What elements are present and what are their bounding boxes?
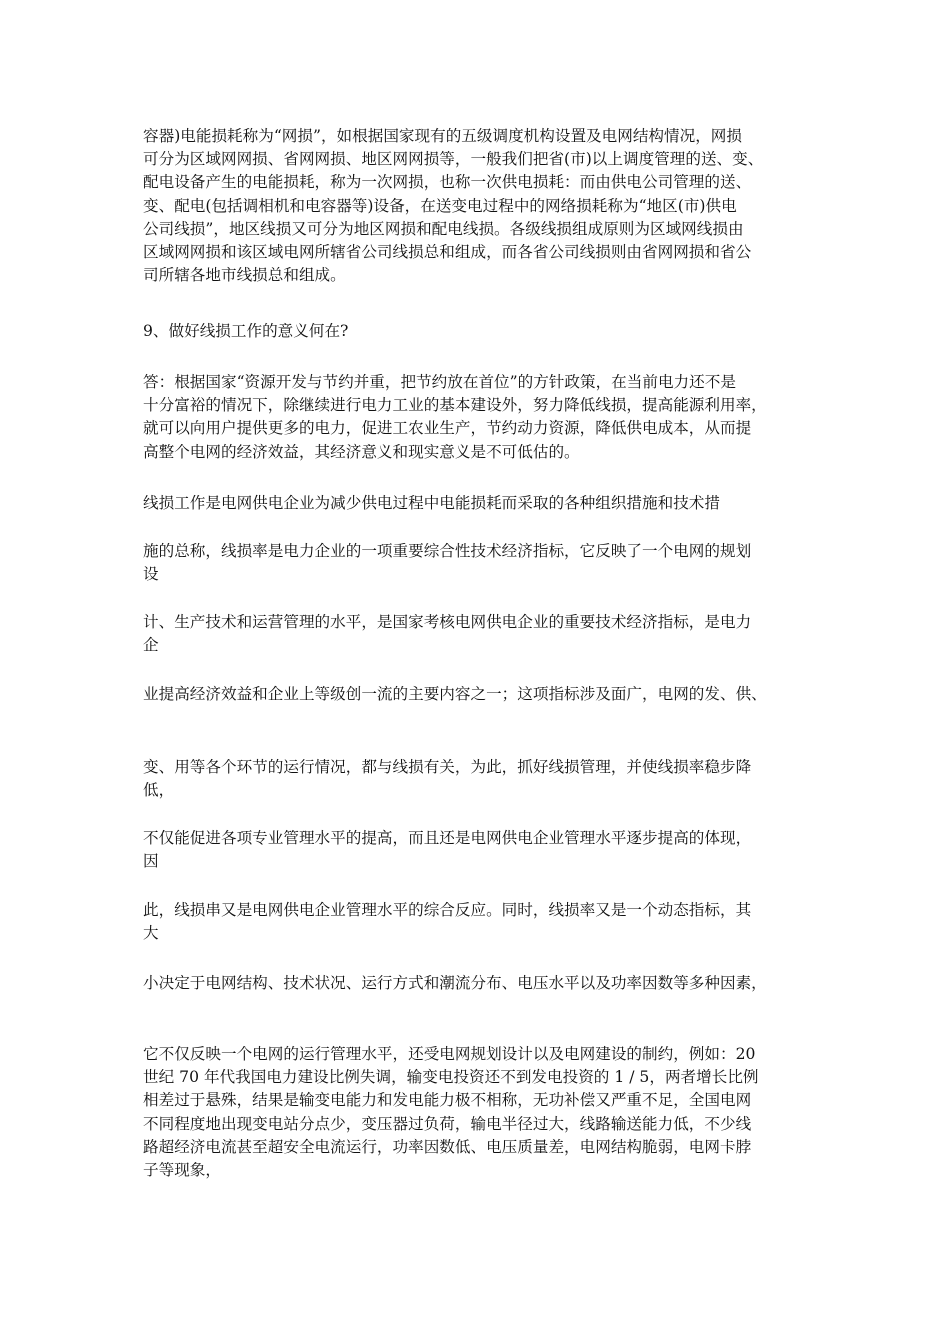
paragraph-fragment-7: 此，线损串又是电网供电企业管理水平的综合反应。同时，线损率又是一个动态指标，其 大 xyxy=(143,901,752,943)
paragraph-loss-classification: 容器)电能损耗称为“网损”，如根据国家现有的五级调度机构设置及电网结构情况，网损 可分为区域网网损、省网网损、地区网网损等，一般我们把省(市)以上调度管理的送、变、 配电设备产生的电能损耗，称为一次网损，也称一次供电损耗：而由供电公司管理的送、 变、配电(包括调相机和电容器等)设备，在送变电过程中的网络损耗称为“地区(市)供电 公司线损”，地区线损又可分为地区网损和配电线损。各级线损组成原则为区域网线损由 区域网网损和该区域电网所辖省公司线损总和组成，而各省公司线损则由省网网损和省公 司所辖各地市线损总和组成。 xyxy=(143,127,764,285)
paragraph-fragment-5: 变、用等各个环节的运行情况，都与线损有关，为此，抓好线损管理，并使线损率稳步降 低， xyxy=(143,758,752,800)
answer-paragraph: 答：根据国家“资源开发与节约并重，把节约放在首位”的方针政策，在当前电力还不是 十分富裕的情况下，除继续进行电力工业的基本建设外，努力降低线损，提高能源利用率， 就可以向用户提供更多的电力，促进工农业生产，节约动力资源，降低供电成本，从而提 高整个电网的经济效益，其经济意义和现实意义是不可低估的。 xyxy=(143,373,767,461)
paragraph-fragment-4: 业提高经济效益和企业上等级创一流的主要内容之一；这项指标涉及面广，电网的发、供、 xyxy=(143,685,767,703)
paragraph-fragment-8: 小决定于电网结构、技术状况、运行方式和潮流分布、电压水平以及功率因数等多种因素， xyxy=(143,974,767,992)
paragraph-fragment-1: 线损工作是电网供电企业为减少供电过程中电能损耗而采取的各种组织措施和技术措 xyxy=(143,494,720,512)
paragraph-fragment-2: 施的总称，线损率是电力企业的一项重要综合性技术经济指标，它反映了一个电网的规划 设 xyxy=(143,542,752,584)
paragraph-grid-history: 它不仅反映一个电网的运行管理水平，还受电网规划设计以及电网建设的制约，例如：20 世纪 70 年代我国电力建设比例失调，输变电投资还不到发电投资的 1 / 5，两者增长比例 相差过于悬殊，结果是输变电能力和发电能力极不相称，无功补偿又严重不足，全国电网 不同程度地出现变电站分点少，变压器过负荷，输电半径过大，线路输送能力低，不少线 路超经济电流甚至超安全电流运行，功率因数低、电压质量差，电网结构脆弱，电网卡脖 子等现象， xyxy=(143,1045,759,1180)
question-heading: 9、做好线损工作的意义何在? xyxy=(143,322,349,340)
paragraph-fragment-6: 不仅能促进各项专业管理水平的提高，而且还是电网供电企业管理水平逐步提高的体现， 因 xyxy=(143,829,752,871)
paragraph-fragment-3: 计、生产技术和运营管理的水平，是国家考核电网供电企业的重要技术经济指标，是电力 企 xyxy=(143,613,752,655)
